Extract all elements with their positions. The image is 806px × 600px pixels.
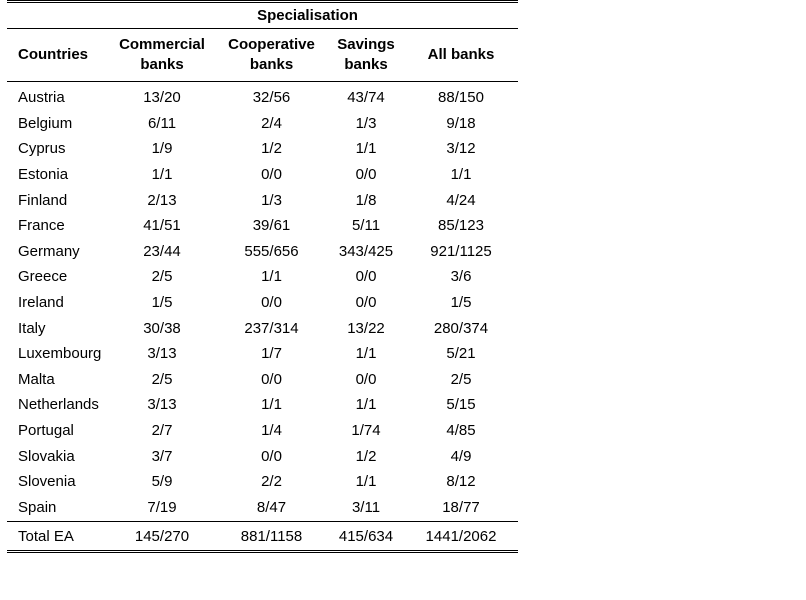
table-row: Ireland 1/5 0/0 0/0 1/5 bbox=[18, 294, 472, 312]
table-row: Italy 30/38 237/314 13/22 280/374 bbox=[18, 319, 489, 337]
table-row: Luxembourg 3/13 1/7 1/1 5/21 bbox=[18, 345, 476, 363]
table-row: Slovakia 3/7 0/0 1/2 4/9 bbox=[18, 447, 472, 465]
header-commercial-banks: Commercial banks bbox=[119, 36, 205, 73]
total-all: 1441/2062 bbox=[425, 527, 497, 545]
table-row: Finland 2/13 1/3 1/8 4/24 bbox=[18, 191, 476, 209]
header-countries: Countries bbox=[18, 46, 89, 63]
table-body bbox=[7, 85, 518, 520]
table-row: Greece 2/5 1/1 0/0 3/6 bbox=[18, 268, 472, 286]
header-row bbox=[7, 29, 518, 81]
table-row: Cyprus 1/9 1/2 1/1 3/12 bbox=[18, 140, 476, 158]
specialisation-table bbox=[7, 0, 518, 553]
total-cooperative: 881/1158 bbox=[240, 527, 303, 545]
table-row: Estonia 1/1 0/0 0/0 1/1 bbox=[18, 166, 472, 184]
total-commercial: 145/270 bbox=[134, 527, 190, 545]
header-cooperative-banks: Cooperative banks bbox=[228, 36, 315, 73]
table-row: Portugal 2/7 1/4 1/74 4/85 bbox=[18, 422, 476, 440]
table-row: France 41/51 39/61 5/11 85/123 bbox=[18, 217, 484, 235]
bottom-double-rule bbox=[7, 550, 518, 553]
header-savings-banks: Savings banks bbox=[337, 36, 395, 73]
table-title: Specialisation bbox=[257, 7, 358, 24]
total-label: Total EA bbox=[18, 527, 74, 545]
total-row bbox=[7, 522, 518, 550]
table-row: Spain 7/19 8/47 3/11 18/77 bbox=[18, 498, 480, 516]
table-row: Austria 13/20 32/56 43/74 88/150 bbox=[18, 89, 484, 107]
table-row: Belgium 6/11 2/4 1/3 9/18 bbox=[18, 114, 476, 132]
table-row: Malta 2/5 0/0 0/0 2/5 bbox=[18, 370, 472, 388]
table-row: Slovenia 5/9 2/2 1/1 8/12 bbox=[18, 473, 476, 491]
total-savings: 415/634 bbox=[338, 527, 394, 545]
header-all-banks: All banks bbox=[427, 46, 495, 63]
table-row: Germany 23/44 555/656 343/425 921/1125 bbox=[18, 242, 492, 260]
table-row: Netherlands 3/13 1/1 1/1 5/15 bbox=[18, 396, 476, 414]
